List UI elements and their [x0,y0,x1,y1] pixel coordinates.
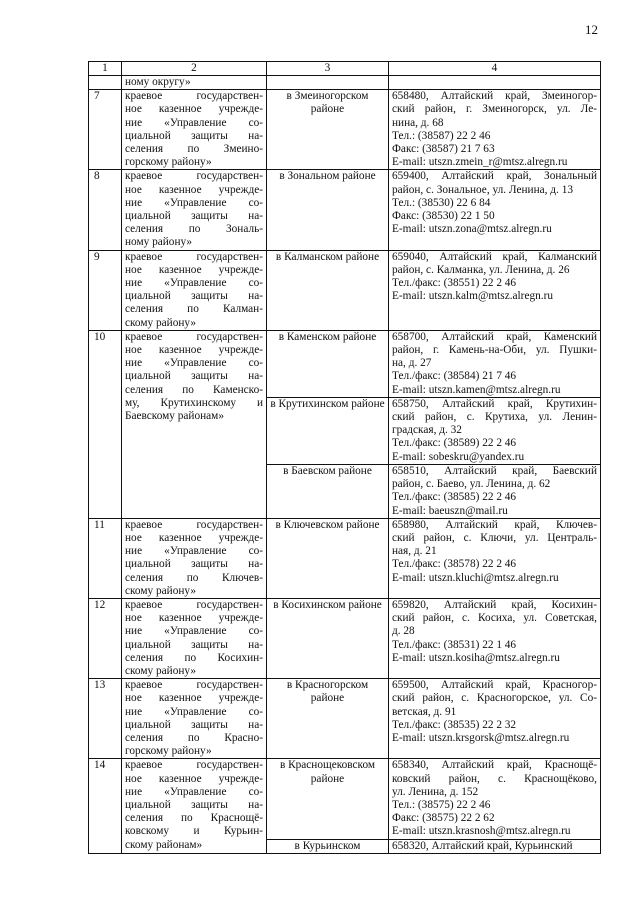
text-line: селения по Каменско- [125,383,263,396]
phone-text: Тел./факс: (38585) 22 2 46 [392,491,517,504]
text-line: горскому району» [125,745,212,758]
text-line: 658340, Алтайский край, Краснощё- [392,759,597,772]
text-line: 659040, Алтайский край, Калманский [392,250,597,263]
org-cell [122,90,267,170]
phone-text: Тел./факс: (38578) 22 2 46 [392,558,517,571]
text-line: циальной защиты на- [125,290,263,303]
text-line: селения по Зональ- [125,223,263,236]
number-cell: 12 [89,598,122,678]
table-row [89,90,601,170]
text-line: краевое государствен- [125,598,263,611]
column-header: 4 [389,62,601,76]
contact-cell [389,170,601,250]
text-line: 659820, Алтайский край, Косихин- [392,598,597,611]
column-header: 1 [89,62,122,76]
column-header: 2 [122,62,267,76]
contact-cell [389,839,601,853]
number-cell: 7 [89,90,122,170]
text-line: селения по Змеино- [125,143,263,156]
org-cell [122,598,267,678]
text-line: ному району» [125,236,193,249]
text-line: краевое государствен- [125,759,263,772]
text-line: селения по Ключев- [125,571,263,584]
district-cell: в Баевском районе [267,464,389,518]
text-line: на, д. 27 [392,357,432,370]
contact-cell [389,759,601,839]
text-line: ние «Управление со- [125,705,263,718]
text-line: ский район, с. Красногорское, ул. Со- [392,692,597,705]
text-line: 658750, Алтайский край, Крутихин- [392,397,597,410]
text-line: ул. Ленина, д. 152 [392,785,479,798]
text-line: ние «Управление со- [125,545,263,558]
text-line: ский район, с. Крутиха, ул. Ленин- [392,411,597,424]
text-line: циальной защиты на- [125,638,263,651]
text-line: краевое государствен- [125,170,263,183]
page-number: 12 [585,22,598,37]
text-line: краевое государствен- [125,330,263,343]
text-line: краевое государствен- [125,679,263,692]
text-line: район, с. Баево, ул. Ленина, д. 62 [392,478,551,491]
phone-text: Тел./факс: (38531) 22 1 46 [392,638,517,651]
continuation-row [89,76,601,90]
text-line: краевое государствен- [125,250,263,263]
text-line: ное казенное учрежде- [125,183,263,196]
phone-text: Тел.: (38587) 22 2 46 [392,129,491,142]
contact-cell [389,598,601,678]
phone-text: Тел.: (38530) 22 6 84 [392,196,491,209]
text-line: ное казенное учрежде- [125,263,263,276]
contact-cell [389,518,601,598]
email-text: E-mail: utszn.krsgorsk@mtsz.alregn.ru [392,731,570,744]
text-line: район, г. Камень-на-Оби, ул. Пушки- [392,344,597,357]
text-line: циальной защиты на- [125,370,263,383]
text-line: ное казенное учрежде- [125,531,263,544]
fax-text: Факс: (38575) 22 2 62 [392,812,495,825]
text-line: ский район, г. Змеиногорск, ул. Ле- [392,103,597,116]
org-cell [122,679,267,759]
text-line: нина, д. 68 [392,116,444,129]
text-line: селения по Красно- [125,731,263,744]
email-text: E-mail: utszn.kosiha@mtsz.alregn.ru [392,651,560,664]
table-row [89,518,601,598]
text-line: ние «Управление со- [125,625,263,638]
text-line: ное казенное учрежде- [125,612,263,625]
phone-text: Тел./факс: (38589) 22 2 46 [392,437,517,450]
email-text: E-mail: utszn.kalm@mtsz.alregn.ru [392,290,553,303]
number-cell: 14 [89,759,122,853]
text-line: ский район, с. Ключи, ул. Централь- [392,531,597,544]
text-line: ковскому и Курьин- [125,825,263,838]
phone-text: Тел.: (38575) 22 2 46 [392,798,491,811]
number-cell: 10 [89,330,122,518]
fax-text: Факс: (38530) 22 1 50 [392,210,495,223]
text-line: ние «Управление со- [125,277,263,290]
district-cell: в Ключевском районе [267,518,389,598]
contact-cell [389,464,601,518]
district-cell: в Крутихинском районе [267,397,389,464]
text-line: ковский район, с. Краснощёково, [392,772,597,785]
text-line: 659400, Алтайский край, Зональный [392,170,597,183]
text-line: селения по Косихин- [125,651,263,664]
district-cell: в Краснощековском районе [267,759,389,839]
text-line: скому району» [125,316,196,329]
district-cell: в Косихинском районе [267,598,389,678]
column-header: 3 [267,62,389,76]
phone-text: Тел./факс: (38584) 21 7 46 [392,370,517,383]
contact-cell [389,679,601,759]
org-cell [122,759,267,853]
email-text: E-mail: sobeskru@yandex.ru [392,450,525,463]
phone-text: Тел./факс: (38551) 22 2 46 [392,277,517,290]
text-line: д. 28 [392,625,415,638]
contact-cell [389,76,601,90]
table-row [89,598,601,678]
table-row [89,170,601,250]
contact-cell [389,90,601,170]
text-line: 659500, Алтайский край, Красногор- [392,679,597,692]
table-row [89,330,601,397]
email-text: E-mail: utszn.kamen@mtsz.alregn.ru [392,383,561,396]
text-line: му, Крутихинскому и [125,396,263,409]
text-line: ние «Управление со- [125,196,263,209]
text-line: ние «Управление со- [125,116,263,129]
text-line: ский район, с. Косиха, ул. Советская, [392,612,597,625]
text-line: циальной защиты на- [125,798,263,811]
table-row [89,250,601,330]
text-line: скому району» [125,664,196,677]
org-cell [122,518,267,598]
text-line: циальной защиты на- [125,558,263,571]
text-line: район, с. Зональное, ул. Ленина, д. 13 [392,183,573,196]
number-cell: 11 [89,518,122,598]
text-line: 658980, Алтайский край, Ключев- [392,518,597,531]
email-text: E-mail: baeuszn@mail.ru [392,504,508,517]
text-line: 658480, Алтайский край, Змеиногор- [392,90,597,103]
text-line: 658700, Алтайский край, Каменский [392,330,597,343]
number-cell [89,76,122,90]
email-text: E-mail: utszn.krasnosh@mtsz.alregn.ru [392,825,571,838]
district-cell: в Змеиногорском районе [267,90,389,170]
phone-text: Тел./факс: (38535) 22 2 32 [392,718,517,731]
header-row [89,62,601,76]
text-line: ная, д. 21 [392,545,437,558]
agencies-table [88,61,601,854]
text-line: циальной защиты на- [125,129,263,142]
text-line: ное казенное учрежде- [125,344,263,357]
number-cell: 13 [89,679,122,759]
fax-text: Факс: (38587) 21 7 63 [392,143,495,156]
text-line: ветская, д. 91 [392,705,457,718]
text-line: градская, д. 32 [392,424,462,437]
contact-cell [389,330,601,397]
text-line: 658320, Алтайский край, Курьинский [392,839,573,852]
text-line: 658510, Алтайский край, Баевский [392,464,597,477]
text-line: район, с. Калманка, ул. Ленина, д. 26 [392,263,570,276]
text-line: краевое государствен- [125,518,263,531]
text-line: селения по Калман- [125,303,263,316]
district-cell: в Калманском районе [267,250,389,330]
text-line: циальной защиты на- [125,718,263,731]
text-line: скому районам» [125,838,203,851]
email-text: E-mail: utszn.zmein_r@mtsz.alregn.ru [392,156,568,169]
district-cell: в Курьинском [267,839,389,853]
number-cell: 9 [89,250,122,330]
text-line: ние «Управление со- [125,357,263,370]
district-cell: в Красногорском районе [267,679,389,759]
org-cell [122,330,267,518]
text-line: селения по Краснощё- [125,812,263,825]
org-cell: ному округу» [122,76,267,90]
contact-cell [389,397,601,464]
text-line: Баевскому районам» [125,410,224,423]
text-line: циальной защиты на- [125,210,263,223]
text-line: ние «Управление со- [125,785,263,798]
text-line: ное казенное учрежде- [125,103,263,116]
text-line: скому району» [125,584,196,597]
district-cell: в Зональном районе [267,170,389,250]
table-row [89,759,601,839]
text-line: горскому району» [125,156,212,169]
org-cell [122,250,267,330]
text-line: ное казенное учрежде- [125,692,263,705]
district-cell: в Каменском районе [267,330,389,397]
org-cell [122,170,267,250]
email-text: E-mail: utszn.zona@mtsz.alregn.ru [392,223,552,236]
text-line: краевое государствен- [125,90,263,103]
district-cell [267,76,389,90]
email-text: E-mail: utszn.kluchi@mtsz.alregn.ru [392,571,559,584]
table-row [89,679,601,759]
contact-cell [389,250,601,330]
number-cell: 8 [89,170,122,250]
text-line: ное казенное учрежде- [125,772,263,785]
